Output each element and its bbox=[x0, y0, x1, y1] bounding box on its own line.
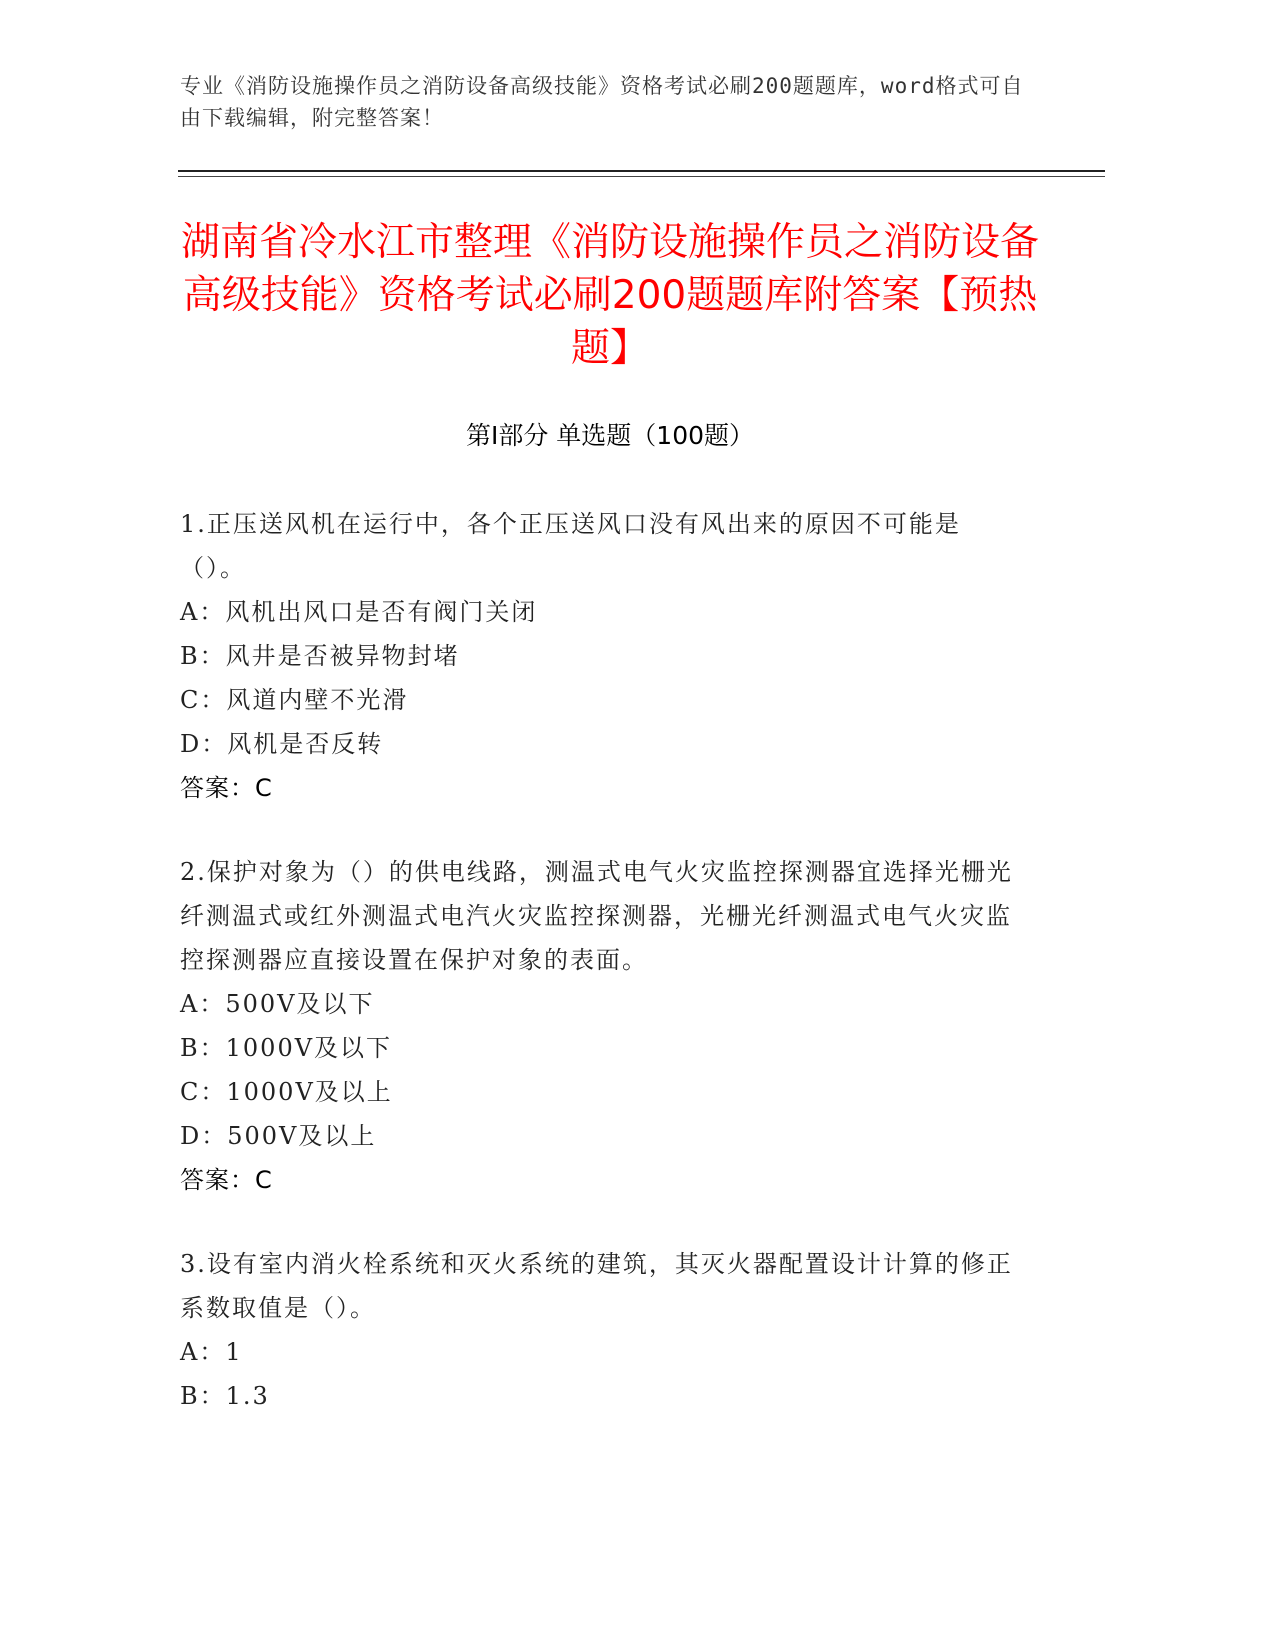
option-b: B：风井是否被异物封堵 bbox=[180, 642, 460, 670]
header-divider bbox=[178, 170, 1105, 172]
question-stem: 1.正压送风机在运行中，各个正压送风口没有风出来的原因不可能是（）。 bbox=[180, 510, 961, 582]
header-note: 专业《消防设施操作员之消防设备高级技能》资格考试必刷200题题库，word格式可自由下载编辑，附完整答案！ bbox=[180, 74, 1024, 130]
option-c: C：风道内壁不光滑 bbox=[180, 686, 409, 714]
document-title: 湖南省冷水江市整理《消防设施操作员之消防设备高级技能》资格考试必刷200题题库附答案【预热题】 bbox=[180, 220, 1039, 371]
option-a: A：风机出风口是否有阀门关闭 bbox=[180, 598, 538, 626]
question-1 bbox=[180, 502, 1020, 810]
question-3 bbox=[180, 1242, 1020, 1418]
question-stem: 3.设有室内消火栓系统和灭火系统的建筑，其灭火器配置设计计算的修正系数取值是（）。 bbox=[180, 1250, 1013, 1322]
question-list bbox=[180, 502, 1020, 1458]
option-c: C：1000V及以上 bbox=[180, 1078, 393, 1106]
option-b: B：1000V及以下 bbox=[180, 1034, 393, 1062]
answer: 答案：C bbox=[180, 774, 273, 802]
question-stem: 2.保护对象为（）的供电线路，测温式电气火灾监控探测器宜选择光栅光纤测温式或红外测温式电汽火灾监控探测器，光栅光纤测温式电气火灾监控探测器应直接设置在保护对象的表面。 bbox=[180, 858, 1013, 974]
option-a: A：1 bbox=[180, 1338, 243, 1366]
option-a: A：500V及以下 bbox=[180, 990, 375, 1018]
header-divider-thin bbox=[178, 176, 1105, 177]
option-b: B：1.3 bbox=[180, 1382, 270, 1410]
section-title: 第I部分 单选题（100题） bbox=[465, 421, 755, 450]
answer: 答案：C bbox=[180, 1166, 273, 1194]
question-2 bbox=[180, 850, 1020, 1202]
option-d: D：500V及以上 bbox=[180, 1122, 377, 1150]
option-d: D：风机是否反转 bbox=[180, 730, 384, 758]
